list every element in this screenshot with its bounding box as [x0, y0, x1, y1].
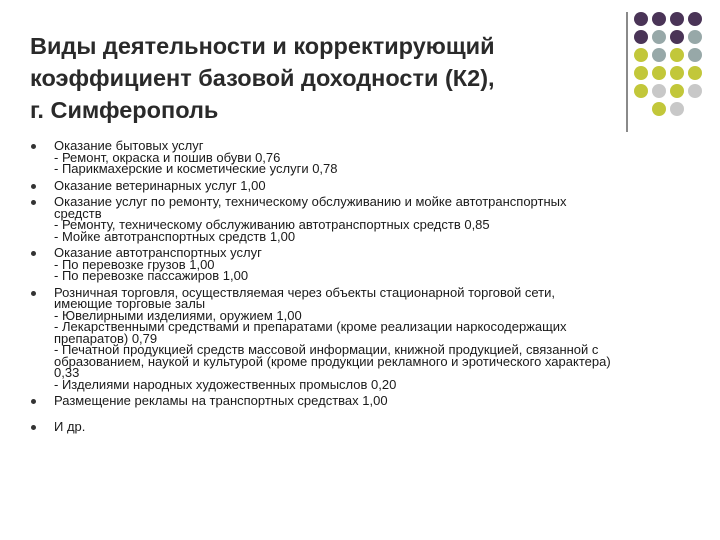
list-item-line: - Лекарственными средствами и препаратами (кроме реализации наркосодержащих: [54, 319, 567, 334]
decorative-dot: [670, 84, 684, 98]
list-item-line: - По перевозке грузов 1,00: [54, 256, 215, 272]
bullet-icon: [31, 425, 36, 430]
decorative-dot: [688, 66, 702, 80]
list-item: [31, 196, 691, 242]
list-item-line: - Ювелирными изделиями, оружием 1,00: [54, 307, 302, 323]
decorative-dot: [670, 12, 684, 26]
decorative-dot: [634, 66, 648, 80]
bullet-icon: [31, 251, 36, 256]
decorative-dot: [634, 84, 648, 98]
divider-line: [626, 12, 628, 132]
decorative-dot: [652, 102, 666, 116]
decorative-dot: [688, 12, 702, 26]
bullet-icon: [31, 144, 36, 149]
list-item-line: Оказание ветеринарных услуг 1,00: [54, 177, 266, 193]
decorative-dot: [634, 48, 648, 62]
list-item-line: Оказание бытовых услуг: [54, 138, 204, 153]
decorative-dot: [670, 30, 684, 44]
list-item-line: - Мойке автотранспортных средств 1,00: [54, 228, 296, 244]
list-item-line: - Ремонту, техническому обслуживанию автотранспортных средств 0,85: [54, 217, 490, 232]
decorative-dot: [688, 84, 702, 98]
decorative-dot: [688, 30, 702, 44]
list-item-line: Розничная торговля, осуществляемая через объекты стационарной торговой сети,: [54, 284, 556, 300]
decorative-dot: [688, 48, 702, 62]
list-item-line: - Ремонт, окраска и пошив обуви 0,76: [54, 149, 281, 165]
decorative-dot-grid: [634, 12, 702, 116]
page-title: [30, 30, 610, 126]
list-item: [31, 418, 691, 434]
title-line: г. Симферополь: [30, 97, 219, 123]
decorative-dot: [670, 102, 684, 116]
list-item: [31, 395, 691, 407]
list-item-line: И др.: [54, 418, 86, 434]
decorative-dot: [634, 30, 648, 44]
decorative-dot: [652, 12, 666, 26]
bullet-icon: [31, 291, 36, 296]
decorative-dot: [670, 66, 684, 80]
list-item-line: - По перевозке пассажиров 1,00: [54, 268, 249, 283]
list-item-line: Размещение рекламы на транспортных средствах 1,00: [54, 393, 388, 408]
list-item-line: Оказание автотранспортных услуг: [54, 245, 262, 260]
list-item-line: средств: [54, 205, 102, 221]
list-item-line: имеющие торговые залы: [54, 296, 206, 311]
activity-list: [31, 140, 691, 432]
decorative-dot: [652, 48, 666, 62]
title-line: коэффициент базовой доходности (К2),: [30, 65, 495, 91]
list-item-line: образованием, наукой и культурой (кроме продукции рекламного и эротического характера): [54, 353, 611, 369]
list-item: [31, 177, 691, 193]
decorative-dot: [670, 48, 684, 62]
decorative-dot: [634, 12, 648, 26]
decorative-dot: [652, 30, 666, 44]
list-item: [31, 247, 691, 282]
list-item-line: - Парикмахерские и косметические услуги 0,78: [54, 161, 338, 176]
bullet-icon: [31, 200, 36, 205]
decorative-dot: [652, 84, 666, 98]
bullet-icon: [31, 184, 36, 189]
list-item-line: 0,33: [54, 365, 80, 380]
bullet-icon: [31, 399, 36, 404]
decorative-dot: [652, 66, 666, 80]
list-item: [31, 140, 691, 175]
list-item-line: - Изделиями народных художественных промыслов 0,20: [54, 376, 397, 392]
title-line: Виды деятельности и корректирующий: [30, 33, 495, 59]
decorative-dot: [634, 102, 648, 116]
list-item: [31, 284, 691, 392]
list-item-line: препаратов) 0,79: [54, 330, 158, 346]
decorative-dot: [688, 102, 702, 116]
list-item-line: Оказание услуг по ремонту, техническому обслуживанию и мойке автотранспортных: [54, 194, 567, 209]
list-item-line: - Печатной продукцией средств массовой информации, книжной продукцией, связанной с: [54, 342, 599, 357]
